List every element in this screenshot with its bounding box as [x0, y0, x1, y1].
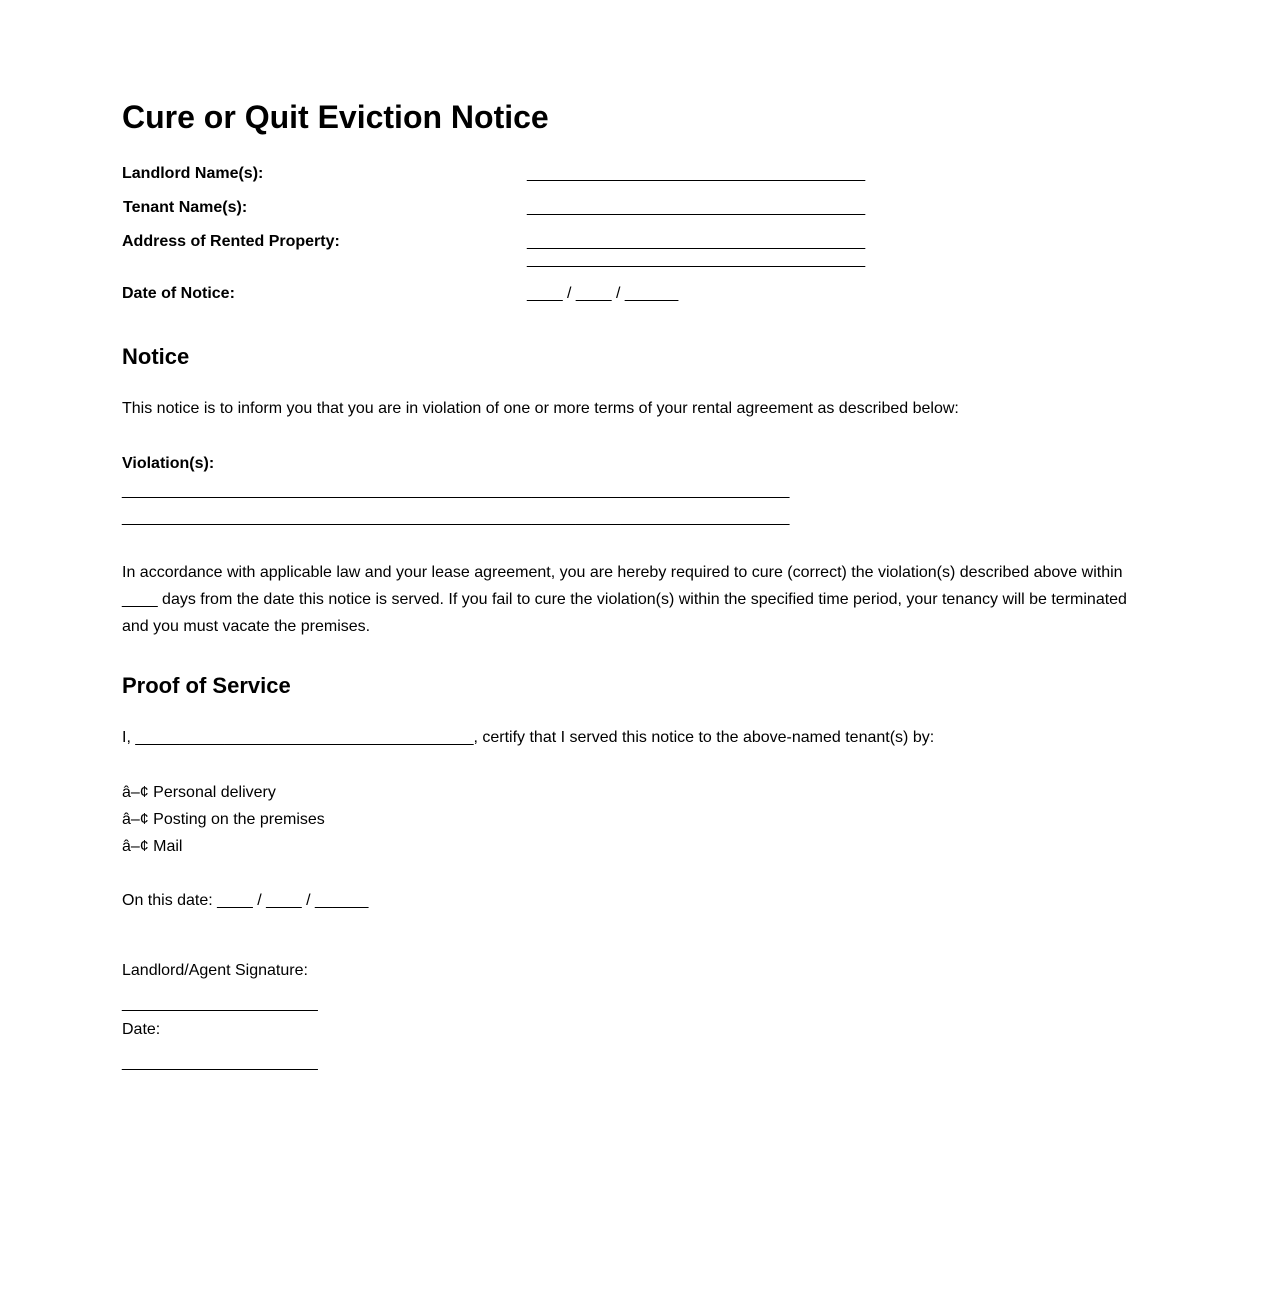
service-method-mail[interactable]: â–¢ Mail: [122, 838, 183, 855]
property-address-field-line2[interactable]: ______________________________________: [527, 251, 866, 268]
notice-heading: Notice: [122, 344, 190, 369]
signature-date-line[interactable]: ______________________: [122, 1054, 318, 1071]
violations-label: Violation(s):: [122, 455, 215, 472]
signature-date-label: Date:: [122, 1021, 161, 1038]
signature-label: Landlord/Agent Signature:: [122, 962, 308, 979]
date-of-notice-label: Date of Notice:: [122, 285, 235, 302]
tenant-name-field[interactable]: ______________________________________: [527, 199, 866, 216]
cure-paragraph-line-2: ____ days from the date this notice is served. If you fail to cure the violation(s) within the specified time period, your tenancy will be terminated: [122, 591, 1127, 608]
notice-intro: This notice is to inform you that you are in violation of one or more terms of your rental agreement as described below:: [122, 400, 959, 417]
violation-line-1[interactable]: ___________________________________________________________________________: [122, 482, 790, 499]
proof-of-service-heading: Proof of Service: [122, 673, 291, 698]
property-address-field-line1[interactable]: ______________________________________: [527, 233, 866, 250]
tenant-name-label: Tenant Name(s):: [123, 199, 248, 216]
certify-statement[interactable]: I, ______________________________________, certify that I served this notice to the above-named tenant(s) by:: [122, 729, 935, 746]
cure-paragraph-line-3: and you must vacate the premises.: [122, 618, 371, 635]
landlord-name-label: Landlord Name(s):: [122, 165, 264, 182]
property-address-label: Address of Rented Property:: [122, 233, 340, 250]
service-method-posting[interactable]: â–¢ Posting on the premises: [122, 811, 325, 828]
cure-paragraph-line-1: In accordance with applicable law and your lease agreement, you are hereby required to cure (correct) the violation(s) described above within: [122, 564, 1123, 581]
violation-line-2[interactable]: ___________________________________________________________________________: [122, 509, 790, 526]
signature-line[interactable]: ______________________: [122, 995, 318, 1012]
date-of-notice-field[interactable]: ____ / ____ / ______: [527, 285, 679, 302]
document-title: Cure or Quit Eviction Notice: [122, 99, 549, 135]
service-method-personal-delivery[interactable]: â–¢ Personal delivery: [122, 784, 276, 801]
service-date[interactable]: On this date: ____ / ____ / ______: [122, 892, 369, 909]
landlord-name-field[interactable]: ______________________________________: [527, 165, 866, 182]
